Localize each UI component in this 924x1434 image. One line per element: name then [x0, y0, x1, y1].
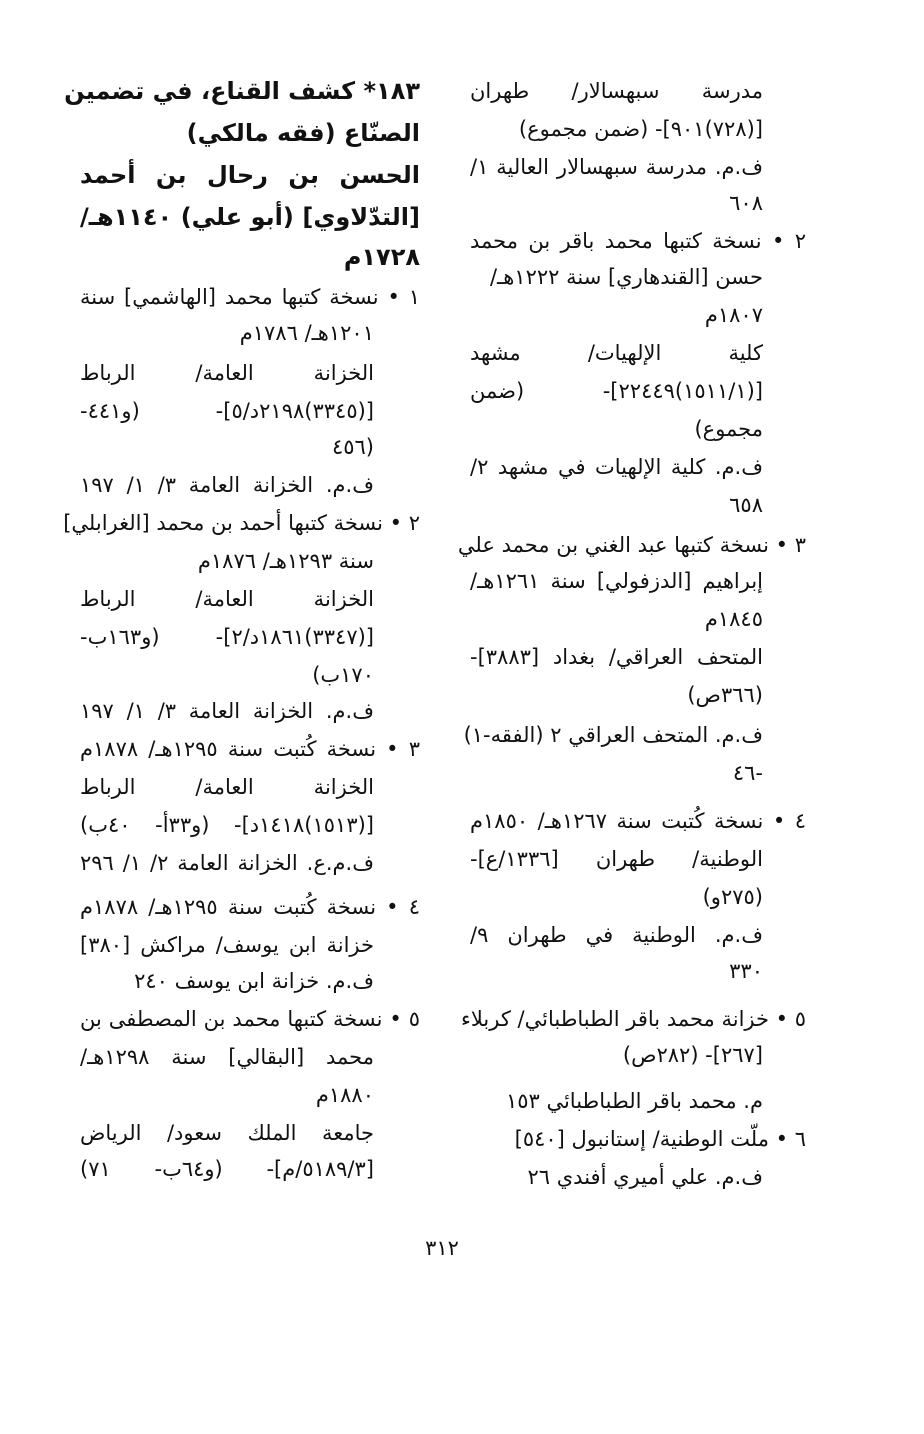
text-line: كلية الإلهيات/ مشهد: [470, 341, 763, 365]
text-line: [٥١٨٩/٣/م]- (و٦٤ب- ٧١): [80, 1157, 374, 1181]
text-line: ٤٥٦): [331, 435, 374, 459]
text-line: جامعة الملك سعود/ الرياض: [80, 1121, 374, 1145]
list-item: ٣ • نسخة كُتبت سنة ١٢٩٥هـ/ ١٨٧٨م: [80, 737, 420, 761]
text-line: المتحف العراقي/ بغداد [٣٨٨٣]-: [470, 645, 763, 669]
text-line: م. محمد باقر الطباطبائي ١٥٣: [505, 1089, 763, 1113]
text-line: (٢٧٥و): [702, 885, 763, 909]
list-item: ٥ • خزانة محمد باقر الطباطبائي/ كربلاء: [461, 1007, 806, 1031]
text-line: محمد [البقالي] سنة ١٢٩٨هـ/: [80, 1045, 374, 1069]
text-line: ف.م. الخزانة العامة ٣/ ١/ ١٩٧: [80, 699, 374, 723]
text-line: ١٢٠١هـ/ ١٧٨٦م: [239, 321, 374, 345]
text-line: ف.م. علي أميري أفندي ٢٦: [527, 1165, 763, 1189]
list-item: ١ • نسخة كتبها محمد [الهاشمي] سنة: [80, 285, 420, 309]
text-line: ١٨٤٥م: [704, 607, 763, 631]
text-line: مجموع): [694, 417, 763, 441]
text-line: [(١٥١١/١)٢٢٤٤٩]- (ضمن: [470, 379, 763, 403]
text-line: ١٨٨٠م: [315, 1083, 374, 1107]
text-line: الخزانة العامة/ الرباط: [80, 587, 374, 611]
entry-author: [التدّلاوي] (أبو علي) ١١٤٠هـ/: [80, 203, 420, 231]
entry-title: الصنّاع (فقه مالكي): [186, 119, 420, 147]
text-line: ٣٣٠: [729, 959, 763, 983]
list-item: ٤ • نسخة كُتبت سنة ١٢٦٧هـ/ ١٨٥٠م: [470, 809, 807, 833]
list-item: ٥ • نسخة كتبها محمد بن المصطفى بن: [80, 1007, 420, 1031]
page-number: ٣١٢: [425, 1236, 459, 1260]
text-line: حسن [القندهاري] سنة ١٢٢٢هـ/: [489, 265, 763, 289]
text-line: ١٧٠ب): [312, 663, 374, 687]
text-line: [(١٥١٣)١٤١٨د]- (و٣٣أ- ٤٠ب): [80, 813, 374, 837]
list-item: ٢ • نسخة كتبها أحمد بن محمد [الغرابلي]: [63, 511, 420, 535]
text-line: الخزانة العامة/ الرباط: [80, 361, 374, 385]
text-line: خزانة ابن يوسف/ مراكش [٣٨٠]: [80, 933, 374, 957]
text-line: ف.م. كلية الإلهيات في مشهد ٢/: [470, 455, 763, 479]
list-item: ٢ • نسخة كتبها محمد باقر بن محمد: [470, 229, 806, 253]
list-item: ٣ • نسخة كتبها عبد الغني بن محمد علي: [457, 533, 806, 557]
text-line: [(٣٣٤٥)٢١٩٨د/٥]- (و٤٤١-: [80, 399, 374, 423]
text-line: الخزانة العامة/ الرباط: [80, 775, 374, 799]
text-line: [(٧٢٨)٩٠١]- (ضمن مجموع): [518, 117, 763, 141]
text-line: ف.م.ع. الخزانة العامة ٢/ ١/ ٢٩٦: [80, 851, 374, 875]
text-line: ف.م. المتحف العراقي ٢ (الفقه-١): [463, 723, 763, 747]
list-item: ٤ • نسخة كُتبت سنة ١٢٩٥هـ/ ١٨٧٨م: [80, 895, 420, 919]
entry-author: الحسن بن رحال بن أحمد: [80, 161, 420, 189]
text-line: مدرسة سبهسالار/ طهران: [470, 79, 763, 103]
text-line: ٤٦-: [732, 761, 763, 785]
text-line: [٢٦٧]- (٢٨٢ص): [622, 1043, 763, 1067]
text-line: [(٣٣٤٧)١٨٦١د/٢]- (و١٦٣ب-: [80, 625, 374, 649]
text-line: سنة ١٢٩٣هـ/ ١٨٧٦م: [197, 549, 374, 573]
entry-title: ١٨٣* كشف القناع، في تضمين: [64, 77, 420, 105]
text-line: ٦٥٨: [729, 493, 763, 517]
text-line: (٣٦٦ص): [687, 683, 763, 707]
text-line: الوطنية/ طهران [١٣٣٦/ع]-: [470, 847, 763, 871]
text-line: ف.م. مدرسة سبهسالار العالية ١/: [470, 155, 763, 179]
entry-author: ١٧٢٨م: [343, 243, 420, 271]
text-line: ١٨٠٧م: [704, 303, 763, 327]
text-line: إبراهيم [الدزفولي] سنة ١٢٦١هـ/: [470, 569, 763, 593]
list-item: ٦ • ملّت الوطنية/ إستانبول [٥٤٠]: [514, 1127, 806, 1151]
text-line: ف.م. الوطنية في طهران ٩/: [470, 923, 763, 947]
text-line: ف.م. خزانة ابن يوسف ٢٤٠: [134, 969, 374, 993]
text-line: ف.م. الخزانة العامة ٣/ ١/ ١٩٧: [80, 473, 374, 497]
text-line: ٦٠٨: [729, 191, 763, 215]
